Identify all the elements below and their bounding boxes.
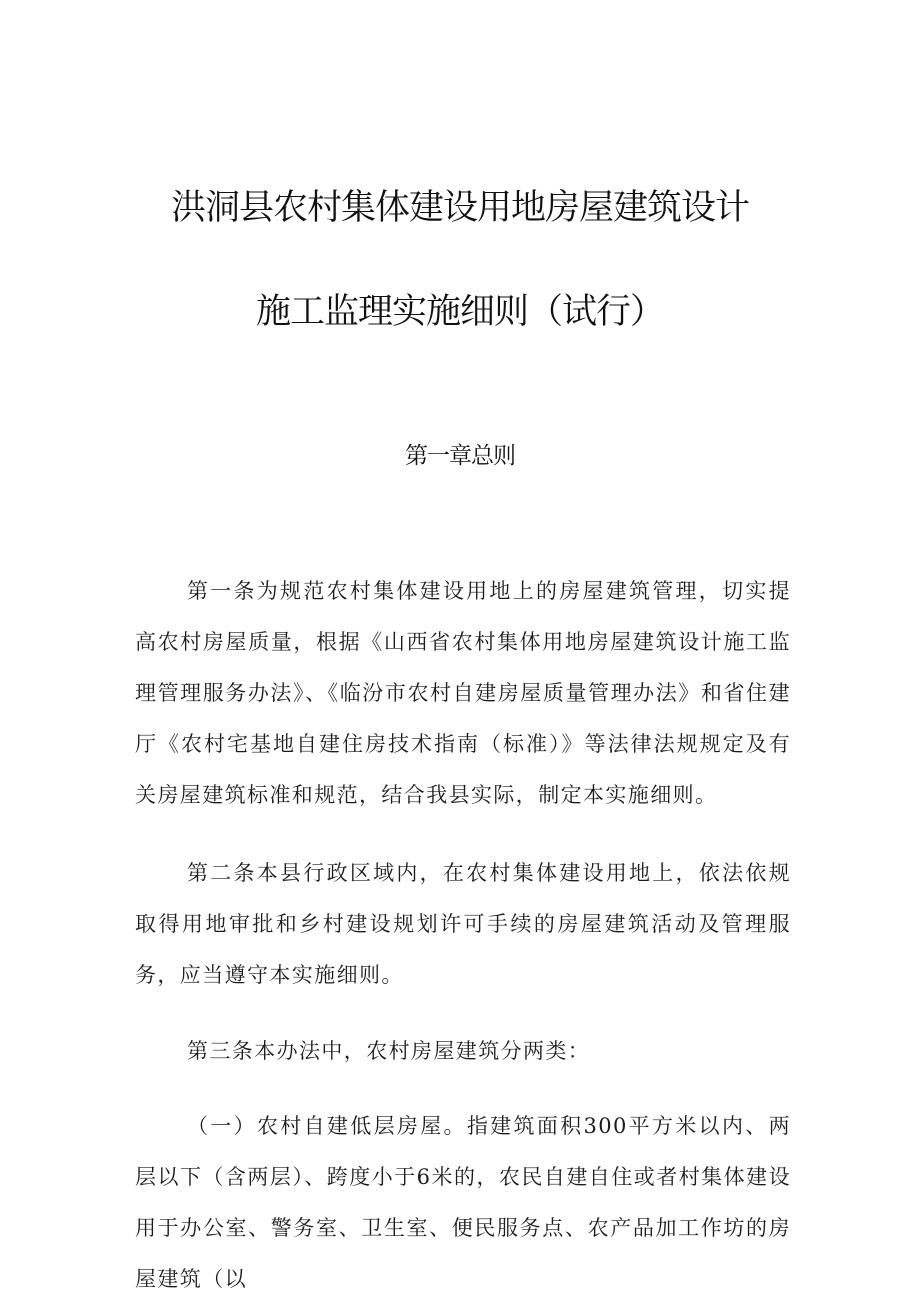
article-3-paragraph: 第三条本办法中，农村房屋建筑分两类：	[187, 1039, 591, 1063]
article-2-paragraph: 第二条本县行政区域内，在农村集体建设用地上，依法依规取得用地审批和乡村建设规划许可手续的房屋建筑活动及管理服务，应当遵守本实施细则。	[135, 861, 791, 987]
article-1-paragraph: 第一条为规范农村集体建设用地上的房屋建筑管理，切实提高农村房屋质量，根据《山西省农村集体用地房屋建筑设计施工监理管理服务办法》、《临汾市农村自建房屋质量管理办法》和省住建厅《农村宅基地自建住房技术指南（标准）》等法律法规规定及有关房屋建筑标准和规范，结合我县实际，制定本实施细则。	[135, 579, 791, 807]
document-title-line-2: 施工监理实施细则（试行）	[255, 292, 664, 332]
chapter-heading: 第一章总则	[405, 443, 515, 469]
document-body	[135, 566, 791, 1305]
document-title-line-1: 洪洞县农村集体建设用地房屋建筑设计	[170, 188, 749, 228]
article-3-item-1-paragraph: （一）农村自建低层房屋。指建筑面积300平方米以内、两层以下（含两层）、跨度小于6米的，农民自建自住或者村集体建设用于办公室、警务室、卫生室、便民服务点、农产品加工作坊的房屋建筑（以	[135, 1114, 791, 1291]
